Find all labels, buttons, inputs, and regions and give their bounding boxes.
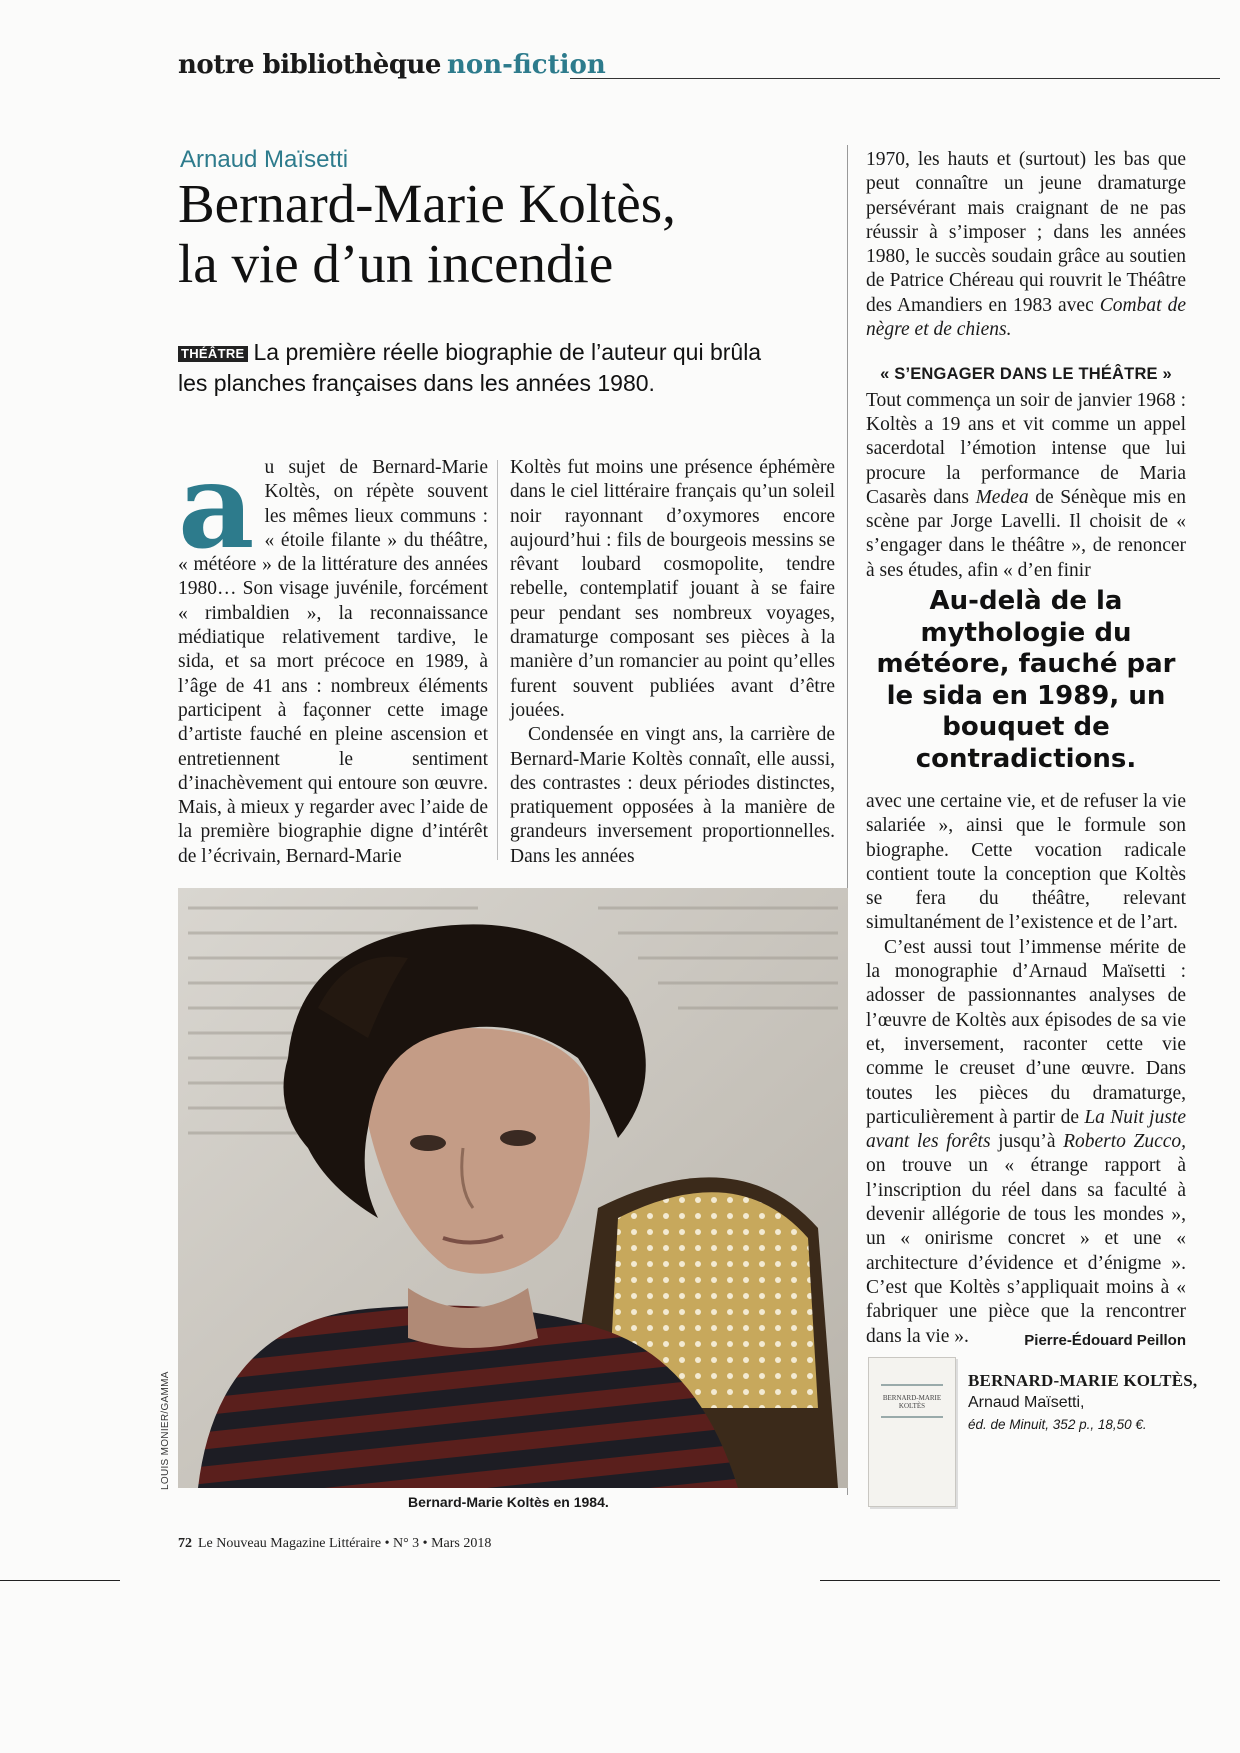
paragraph (178, 436, 488, 869)
section-title: notre bibliothèque (178, 50, 441, 80)
paragraph-text: Tout commença un soir de janvier 1968 : Koltès a 19 ans et vit comme un appel sacerdotal l’émotion intense que lui procure la performance de Maria Casarès dans (866, 389, 1186, 508)
cover-title: BERNARD-MARIE KOLTÈS (882, 1394, 942, 1410)
page-footer (178, 1536, 491, 1552)
cover-rule (881, 1416, 943, 1418)
work-title: Medea (975, 486, 1029, 508)
book-details: éd. de Minuit, 352 p., 18,50 €. (968, 1417, 1147, 1432)
photo-credit: LOUIS MONIER/GAMMA (160, 1371, 171, 1490)
paragraph: avec une certaine vie, et de refuser la vie salariée », ainsi que le formule son biographe. Cette vocation radicale contient toute la conception que Koltès se fera du théâtre, relevant simultanément de l’existence et de l’art. (866, 791, 1186, 934)
paragraph-text: jusqu’à (990, 1131, 1064, 1153)
column-2 (510, 456, 835, 869)
book-author: Arnaud Maïsetti, (968, 1394, 1085, 1411)
paragraph-text: C’est aussi tout l’immense mérite de la monographie d’Arnaud Maïsetti : adosser de passionnantes analyses de l’œuvre de Koltès aux épisodes de sa vie et, inversement, raconter cette vie comme le creuset d’une œuvre. Dans toutes les pièces du dramaturge, particulièrement à partir de (866, 936, 1186, 1128)
paragraph (866, 936, 1186, 1349)
subheading: « S’ENGAGER DANS LE THÉÂTRE » (880, 365, 1172, 384)
article-title (178, 174, 798, 294)
portrait-illustration (178, 888, 848, 1488)
pull-quote: Au-delà de la mythologie du météore, fauché par le sida en 1989, un bouquet de contradictions. (876, 586, 1176, 774)
column-rule (497, 460, 498, 860)
cover-rule (881, 1384, 943, 1386)
work-title: Combat de nègre et de chiens. (866, 294, 1186, 341)
paragraph-text: 1970, les hauts et (surtout) les bas que peut connaître un jeune dramaturge persévérant mais craignant de ne pas réussir à s’imposer ; dans les années 1980, le succès soudain grâce au soutien de Patrice Chéreau qui rouvrit le Théâtre des Amandiers en 1983 avec (866, 149, 1186, 316)
photo-caption: Bernard-Marie Koltès en 1984. (408, 1494, 609, 1510)
book-cover (868, 1357, 956, 1507)
paragraph-text: de Sénèque mis en scène par Jorge Lavelli. Il choisit de « s’engager dans le théâtre », de renoncer à ses études, afin « d’en finir (866, 486, 1187, 581)
article-author: Arnaud Maïsetti (180, 146, 349, 173)
paragraph (866, 389, 1186, 583)
paragraph (866, 148, 1186, 342)
column-3-continued (866, 790, 1186, 1353)
column-3 (866, 148, 1186, 583)
title-line-2: la vie d’un incendie (178, 233, 614, 294)
paragraph-text: on trouve un « étrange rapport à l’inscription du réel dans sa faculté à devenir allégorie de tous les mondes », un « onirisme concret » et une « architecture d’évidence et d’énigme ». C’est que Koltès s’appliquait moins à « fabriquer une pièce que la rencontrer dans la vie ». (866, 1155, 1186, 1347)
book-info (968, 1370, 1228, 1436)
paragraph: Condensée en vingt ans, la carrière de Bernard-Marie Koltès connaît, elle aussi, des contrastes : deux périodes distinctes, pratiquement opposées à la manière de grandeurs inversement proportionnelles. Dans les années (510, 724, 835, 867)
section-header (178, 50, 1220, 90)
drop-cap: a (178, 436, 255, 575)
title-line-1: Bernard-Marie Koltès, (178, 173, 676, 234)
category-tag: THÉÂTRE (178, 346, 248, 362)
page-number: 72 (178, 1536, 192, 1551)
paragraph: Koltès fut moins une présence éphémère dans le ciel littéraire français qu’un soleil noir rayonnant d’oxymores encore aujourd’hui : fils de bourgeois messins se rêvant loubard cosmopolite, tendre rebelle, contemplatif jouant à se faire peur pendant ses nombreux voyages, dramaturge composant ses pièces à la manière d’un romancier au point qu’elles furent souvent publiées avant d’être jouées. (510, 457, 835, 721)
work-title: Roberto Zucco, (1063, 1131, 1187, 1153)
portrait-photo (178, 888, 848, 1488)
magazine-info: Le Nouveau Magazine Littéraire • N° 3 • Mars 2018 (198, 1536, 492, 1551)
lead-text: La première réelle biographie de l’auteur qui brûla les planches françaises dans les années 1980. (178, 339, 762, 396)
author-signature: Pierre-Édouard Peillon (1024, 1331, 1186, 1349)
section-subtitle: non-fiction (446, 50, 606, 80)
scan-edge (0, 1580, 120, 1581)
column-1 (178, 436, 488, 869)
article-lead (178, 337, 778, 399)
paragraph-text: u sujet de Bernard-Marie Koltès, on répète souvent les mêmes lieux communs : « étoile filante » du théâtre, « météore » de la littérature des années 1980… Son visage juvénile, forcément « rimbaldien », la reconnaissance médiatique relativement tardive, le sida, et sa mort précoce en 1989, à l’âge de 41 ans : nombreux éléments participent à façonner cette image d’artiste fauché en pleine ascension et entretiennent le sentiment d’inachèvement qui entoure son œuvre. Mais, à mieux y regarder avec l’aide de la première biographie digne d’intérêt de l’écrivain, Bernard-Marie (178, 457, 488, 867)
book-title: BERNARD-MARIE KOLTÈS, (968, 1371, 1198, 1390)
header-rule (570, 78, 1220, 79)
scan-edge (820, 1580, 1220, 1581)
work-title: La Nuit juste avant les forêts (866, 1106, 1186, 1153)
